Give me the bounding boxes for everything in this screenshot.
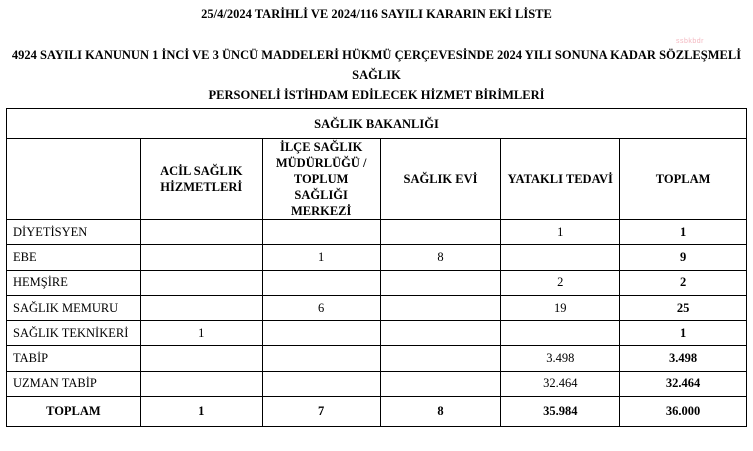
table-row <box>7 220 747 245</box>
row-title: UZMAN TABİP <box>7 371 141 396</box>
column-header-saglik-evi: SAĞLIK EVİ <box>380 139 501 220</box>
cell-saglik-evi <box>380 295 501 320</box>
cell-ilce <box>262 371 380 396</box>
column-header-toplam: TOPLAM <box>620 139 747 220</box>
column-header-acil: ACİL SAĞLIK HİZMETLERİ <box>140 139 262 220</box>
cell-ilce: 6 <box>262 295 380 320</box>
cell-acil <box>140 346 262 371</box>
watermark: ssbkbdr <box>676 38 705 45</box>
total-toplam: 36.000 <box>620 397 747 427</box>
cell-toplam: 3.498 <box>620 346 747 371</box>
subtitle-line-2: PERSONELİ İSTİHDAM EDİLECEK HİZMET BİRİMLERİ <box>208 88 545 102</box>
cell-ilce <box>262 220 380 245</box>
document-subtitle <box>0 45 753 105</box>
table-row <box>7 245 747 270</box>
cell-toplam: 9 <box>620 245 747 270</box>
cell-saglik-evi <box>380 371 501 396</box>
table-row <box>7 346 747 371</box>
cell-toplam: 1 <box>620 220 747 245</box>
cell-saglik-evi <box>380 270 501 295</box>
cell-acil <box>140 220 262 245</box>
cell-saglik-evi: 8 <box>380 245 501 270</box>
table-row <box>7 295 747 320</box>
cell-saglik-evi <box>380 220 501 245</box>
personnel-table <box>6 108 747 427</box>
total-row <box>7 397 747 427</box>
cell-toplam: 1 <box>620 321 747 346</box>
table-row <box>7 321 747 346</box>
table-row <box>7 270 747 295</box>
cell-toplam: 2 <box>620 270 747 295</box>
cell-yatakli: 3.498 <box>501 346 620 371</box>
document-title: 25/4/2024 TARİHLİ VE 2024/116 SAYILI KARARIN EKİ LİSTE <box>201 7 552 21</box>
row-title: EBE <box>7 245 141 270</box>
cell-ilce: 1 <box>262 245 380 270</box>
cell-ilce <box>262 321 380 346</box>
cell-toplam: 32.464 <box>620 371 747 396</box>
column-header-title <box>7 139 141 220</box>
cell-saglik-evi <box>380 346 501 371</box>
cell-saglik-evi <box>380 321 501 346</box>
cell-yatakli <box>501 245 620 270</box>
cell-acil <box>140 295 262 320</box>
cell-acil <box>140 245 262 270</box>
row-title: TABİP <box>7 346 141 371</box>
total-label: TOPLAM <box>7 397 141 427</box>
cell-yatakli: 19 <box>501 295 620 320</box>
column-header-yatakli: YATAKLI TEDAVİ <box>501 139 620 220</box>
total-yatakli: 35.984 <box>501 397 620 427</box>
total-ilce: 7 <box>262 397 380 427</box>
total-acil: 1 <box>140 397 262 427</box>
cell-yatakli: 1 <box>501 220 620 245</box>
cell-toplam: 25 <box>620 295 747 320</box>
cell-ilce <box>262 270 380 295</box>
cell-ilce <box>262 346 380 371</box>
cell-acil <box>140 270 262 295</box>
table-row <box>7 371 747 396</box>
cell-yatakli: 32.464 <box>501 371 620 396</box>
total-saglik-evi: 8 <box>380 397 501 427</box>
cell-acil <box>140 371 262 396</box>
row-title: SAĞLIK MEMURU <box>7 295 141 320</box>
cell-yatakli <box>501 321 620 346</box>
column-header-ilce: İLÇE SAĞLIK MÜDÜRLÜĞÜ / TOPLUM SAĞLIĞI MERKEZİ <box>262 139 380 220</box>
cell-yatakli: 2 <box>501 270 620 295</box>
subtitle-line-1: 4924 SAYILI KANUNUN 1 İNCİ VE 3 ÜNCÜ MADDELERİ HÜKMÜ ÇERÇEVESİNDE 2024 YILI SONUNA KADAR SÖZLEŞMELİ SAĞLIK <box>11 48 742 82</box>
row-title: DİYETİSYEN <box>7 220 141 245</box>
row-title: HEMŞİRE <box>7 270 141 295</box>
ministry-header: SAĞLIK BAKANLIĞI <box>7 109 747 139</box>
cell-acil: 1 <box>140 321 262 346</box>
row-title: SAĞLIK TEKNİKERİ <box>7 321 141 346</box>
